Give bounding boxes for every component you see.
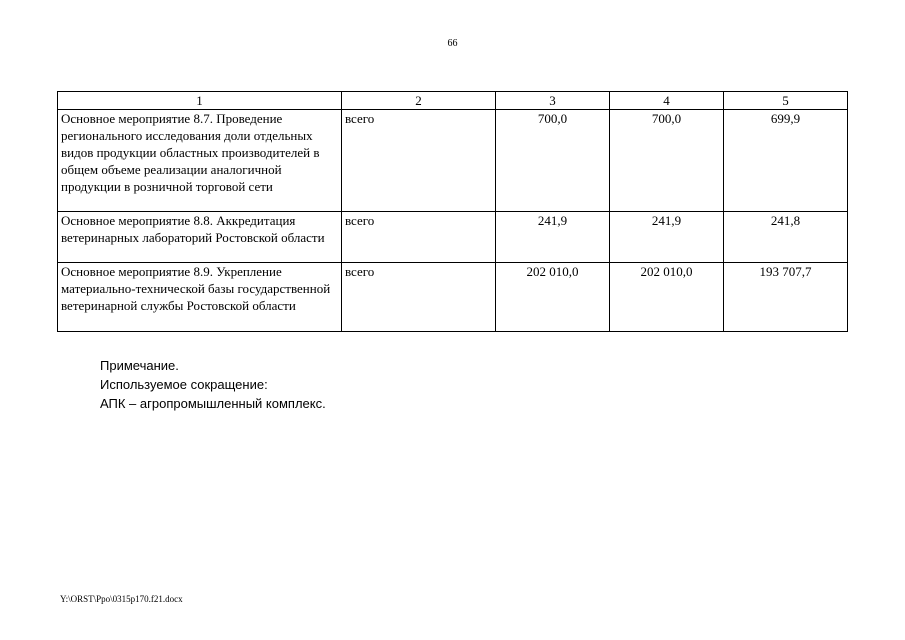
column-header-4: 4 — [610, 92, 724, 110]
column-header-5: 5 — [724, 92, 848, 110]
note-title: Примечание. — [100, 358, 179, 373]
row-col3-value: 241,9 — [496, 212, 610, 263]
page-number: 66 — [447, 38, 458, 49]
column-header-3: 3 — [496, 92, 610, 110]
row-type: всего — [342, 212, 496, 263]
row-col4-value: 202 010,0 — [610, 263, 724, 332]
column-header-1: 1 — [58, 92, 342, 110]
row-description: Основное мероприятие 8.9. Укрепление материально-технической базы государственной ветеринарной службы Ростовской области — [58, 263, 342, 332]
row-type: всего — [342, 110, 496, 212]
data-table — [57, 91, 848, 332]
row-col3-value: 202 010,0 — [496, 263, 610, 332]
row-description: Основное мероприятие 8.8. Аккредитация ветеринарных лабораторий Ростовской области — [58, 212, 342, 263]
row-description: Основное мероприятие 8.7. Проведение регионального исследования доли отдельных видов продукции областных производителей в общем объеме реализации аналогичной продукции в розничной торговой сети — [58, 110, 342, 212]
note-abbreviation-heading: Используемое сокращение: — [100, 377, 268, 392]
table-row — [58, 212, 848, 263]
table-row — [58, 263, 848, 332]
note-abbreviation-definition: АПК – агропромышленный комплекс. — [100, 396, 326, 411]
row-col5-value: 193 707,7 — [724, 263, 848, 332]
column-header-2: 2 — [342, 92, 496, 110]
row-type: всего — [342, 263, 496, 332]
row-col5-value: 241,8 — [724, 212, 848, 263]
table-row — [58, 110, 848, 212]
note-block — [100, 356, 326, 413]
table-header-row — [58, 92, 848, 110]
row-col4-value: 700,0 — [610, 110, 724, 212]
row-col3-value: 700,0 — [496, 110, 610, 212]
footer-file-path: Y:\ORST\Ppo\0315p170.f21.docx — [60, 594, 183, 604]
row-col5-value: 699,9 — [724, 110, 848, 212]
row-col4-value: 241,9 — [610, 212, 724, 263]
